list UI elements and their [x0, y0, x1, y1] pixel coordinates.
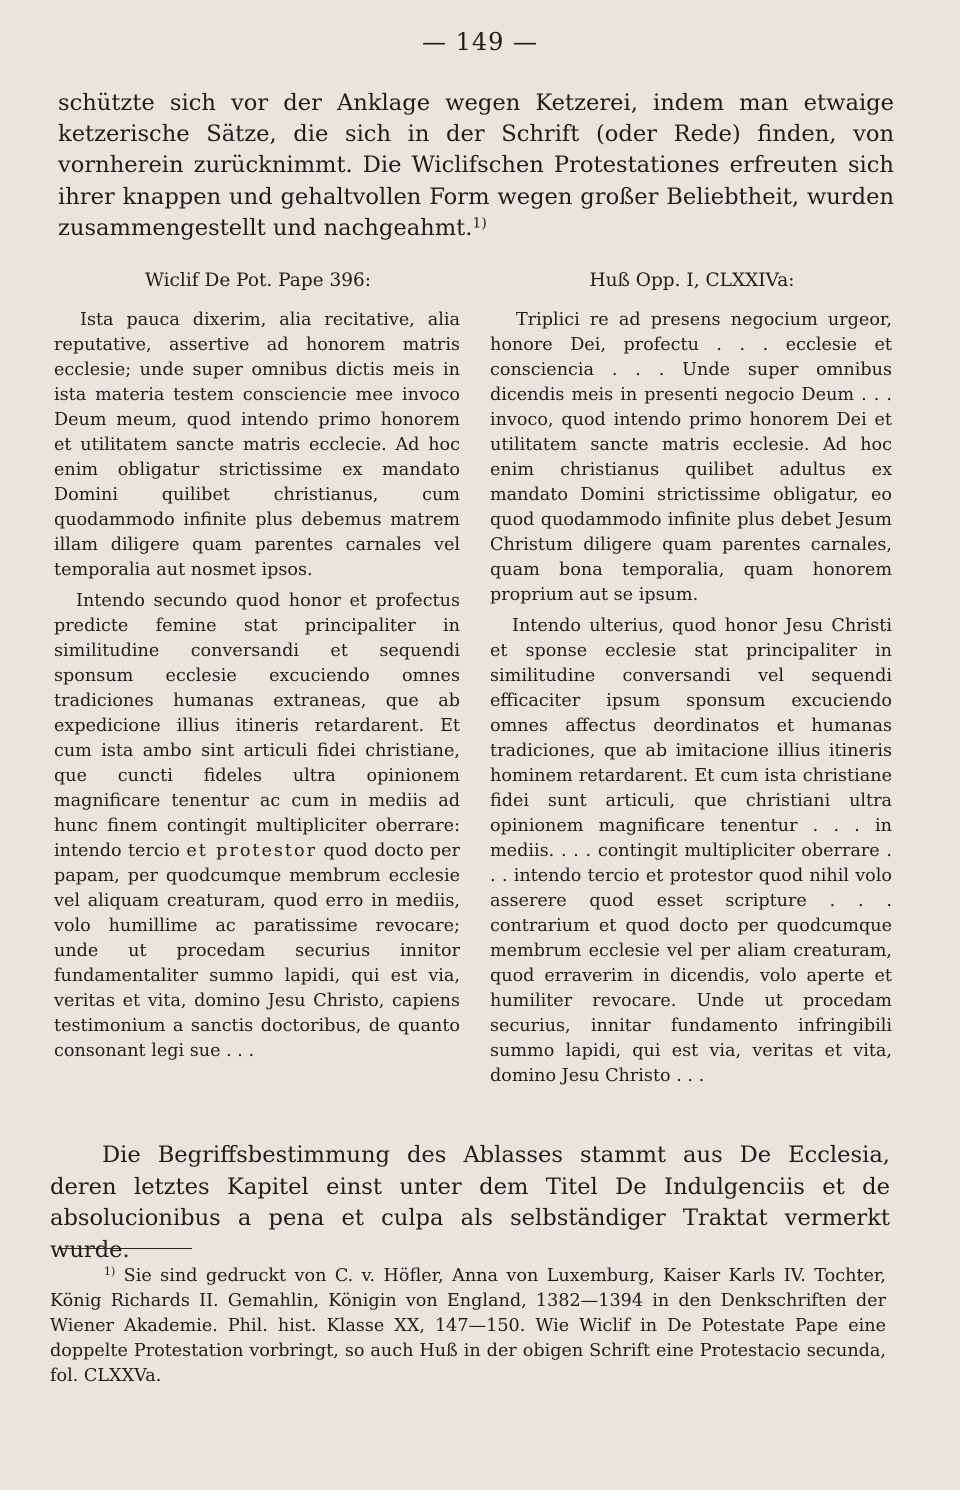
left-column — [54, 308, 460, 1064]
left-paragraph-1: Ista pauca dixerim, alia recitative, alia reputative, assertive ad honorem matris ecclesie; unde super omnibus dictis meis in ista materia testem consciencie mee invoco Deum meum, quod intendo primo honorem et utilitatem sancte matris ecclecie. Ad hoc enim obligatur strictissime ex mandato Domini quilibet christianus, cum quodammodo infinite plus debemus matrem illam diligere quam parentes carnales vel temporalia aut nosmet ipsos. — [54, 310, 460, 580]
intro-paragraph — [58, 88, 894, 244]
right-column-heading: Huß Opp. I, CLXXIVa: — [589, 270, 795, 291]
footnote — [50, 1264, 886, 1389]
footnote-text: Sie sind gedruckt von C. v. Höfler, Anna von Luxemburg, Kaiser Karls IV. Tochter, König Richards II. Gemahlin, Königin von England, 1382—1394 in den Denkschriften der Wiener Akademie. Phil. hist. Klasse XX, 147—150. Wie Wiclif in De Potestate Pape eine doppelte Protestation vorbringt, so auch Huß in der obigen Schrift eine Protestacio secunda, fol. CLXXVa. — [50, 1266, 887, 1386]
closing-paragraph: Die Begriffsbestimmung des Ablasses stammt aus De Ecclesia, deren letztes Kapitel einst unter dem Titel De Indulgenciis et de absolucionibus a pena et culpa als selbständiger Traktat vermerkt wurde. — [50, 1142, 890, 1263]
left-paragraph-2-end: quod docto per papam, per quodcumque membrum ecclesie vel aliquam creaturam, quod erro in mediis, volo humillime ac paratissime revocare; unde ut procedam securius innitor fundamentaliter summo lapidi, qui est via, veritas et vita, domino Jesu Christo, capiens testimonium a sanctis doctoribus, de quanto consonant legi sue . . . — [54, 841, 460, 1061]
left-paragraph-2-emphasis: et protestor — [186, 841, 318, 861]
right-paragraph-2: Intendo ulterius, quod honor Jesu Christi et sponse ecclesie stat principaliter in similitudine conversandi vel sequendi efficaciter ipsum sponsum excuciendo omnes affectus deordinatos et humanas tradiciones, que ab imitacione illius itineris hominem retardarent. Et cum ista christiane fidei sunt articuli, que christiani ultra opinionem magnificare tenentur . . . in mediis. . . . contingit multipliciter oberrare . . . intendo tercio et protestor quod nihil volo asserere quod esset scripture . . . contrarium et quod docto per quodcumque membrum ecclesie vel per aliam creaturam, quod erraverim in dicendis, volo aperte et humiliter revocare. Unde ut procedam securius, innitar fundamento infringibili summo lapidi, qui est via, veritas et vita, domino Jesu Christo . . . — [490, 616, 892, 1086]
left-paragraph-2 — [54, 589, 460, 1064]
right-column — [490, 308, 892, 1089]
page-number: — 149 — — [421, 28, 539, 56]
footnote-reference: 1) — [472, 215, 487, 232]
left-column-heading: Wiclif De Pot. Pape 396: — [144, 270, 372, 291]
left-paragraph-2-start: Intendo secundo quod honor et profectus predicte femine stat principaliter in similitudine conversandi et sequendi sponsum ecclesie excuciendo omnes tradiciones humanas extraneas, que ab expedicione illius itineris retardarent. Et cum ista ambo sint articuli fidei christiane, que cuncti fideles ultra opinionem magnificare tenentur ac cum in mediis ad hunc finem contingit multipliciter oberrare: intendo tercio — [54, 591, 460, 861]
footnote-marker: 1) — [104, 1265, 116, 1278]
right-paragraph-1: Triplici re ad presens negocium urgeor, honore Dei, profectu . . . ecclesie et consciencia . . . Unde super omnibus dicendis meis in presenti negocio Deum . . . invoco, quod intendo primo honorem Dei et utilitatem sancte matris ecclesie. Ad hoc enim christianus quilibet adultus ex mandato Domini strictissime obligatur, eo quod quodammodo infinite plus debet Jesum Christum diligere quam parentes carnales, quam bona temporalia, quam honorem proprium aut se ipsum. — [490, 310, 892, 605]
footnote-divider — [58, 1248, 192, 1249]
intro-text: schützte sich vor der Anklage wegen Ketzerei, indem man etwaige ketzerische Sätze, die sich in der Schrift (oder Rede) finden, von vornherein zurücknimmt. Die Wiclifschen Protestationes erfreuten sich ihrer knappen und gehaltvollen Form wegen großer Beliebtheit, wurden zusammengestellt und nachgeahmt. — [58, 90, 894, 241]
